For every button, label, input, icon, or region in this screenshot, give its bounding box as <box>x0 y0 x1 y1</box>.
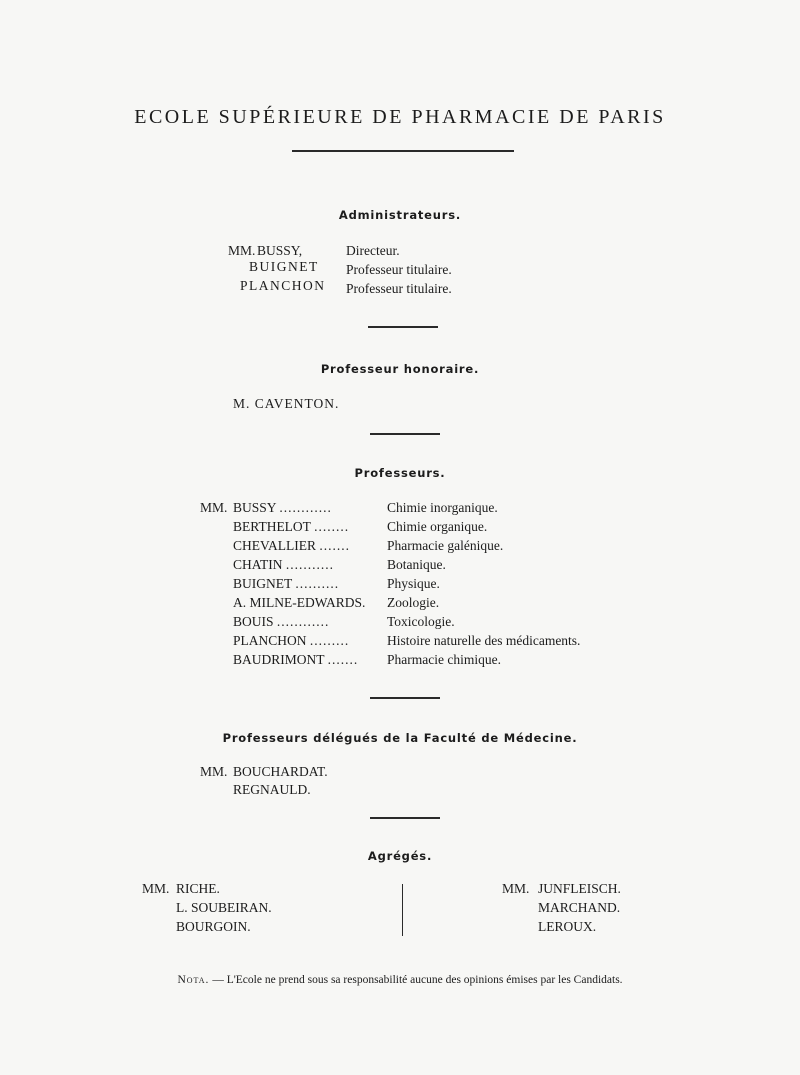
professor-name: BERTHELOT <box>233 519 311 534</box>
professor-subject: Pharmacie chimique. <box>387 652 501 667</box>
agrege-name: JUNFLEISCH. <box>538 881 621 896</box>
professor-subject: Chimie organique. <box>387 519 488 534</box>
leader-dots: ............ <box>279 500 332 515</box>
professor-row <box>233 633 349 649</box>
leader-dots: ........ <box>314 519 350 534</box>
admin-name: BUSSY, <box>257 243 303 258</box>
section-rule <box>370 433 440 435</box>
agreges-heading: Agrégés. <box>367 849 433 863</box>
leader-dots: ......... <box>309 633 350 648</box>
professor-row <box>233 538 350 554</box>
professeurs-heading: Professeurs. <box>354 466 446 480</box>
nota-footnote <box>0 974 800 986</box>
professor-row <box>233 500 332 516</box>
professor-row <box>233 614 329 630</box>
professor-subject: Pharmacie galénique. <box>387 538 504 553</box>
agrege-name: L. SOUBEIRAN. <box>176 900 272 915</box>
agrege-name: MARCHAND. <box>538 900 621 915</box>
nota-text: — L'Ecole ne prend sous sa responsabilité aucune des opinions émises par les Candidats. <box>212 974 623 986</box>
professor-row <box>233 595 365 611</box>
administrateurs-prefix: MM. <box>228 243 256 258</box>
professor-subject: Zoologie. <box>387 595 440 610</box>
professor-name: PLANCHON <box>233 633 307 648</box>
professor-subject: Botanique. <box>387 557 446 572</box>
column-divider <box>402 884 403 936</box>
admin-role: Professeur titulaire. <box>346 262 452 277</box>
professor-row <box>233 519 349 535</box>
admin-name: BUIGNET <box>249 259 319 274</box>
agreges-left-prefix: MM. <box>142 881 170 896</box>
leader-dots: ............ <box>276 614 330 629</box>
leader-dots: ....... <box>319 538 350 553</box>
nota-label: Nota. <box>177 974 210 986</box>
agrege-name: LEROUX. <box>538 919 597 934</box>
delegues-prefix: MM. <box>200 764 228 779</box>
agrege-name: RICHE. <box>176 881 220 896</box>
professor-row <box>233 557 334 573</box>
professeurs-prefix: MM. <box>200 500 228 515</box>
professor-subject: Histoire naturelle des médicaments. <box>387 633 581 648</box>
agreges-right-prefix: MM. <box>502 881 530 896</box>
professor-subject: Physique. <box>387 576 440 591</box>
professor-row <box>233 576 339 592</box>
leader-dots: ....... <box>327 652 359 667</box>
honoraire-heading: Professeur honoraire. <box>320 362 480 376</box>
professor-subject: Chimie inorganique. <box>387 500 498 515</box>
leader-dots: ........... <box>285 557 334 572</box>
delegues-heading: Professeurs délégués de la Faculté de Médecine. <box>222 731 578 745</box>
administrateurs-heading: Administrateurs. <box>338 208 462 222</box>
page-title: ECOLE SUPÉRIEURE DE PHARMACIE DE PARIS <box>134 106 666 128</box>
section-rule <box>370 817 440 819</box>
professor-name: CHATIN <box>233 557 283 572</box>
title-rule <box>292 150 514 152</box>
section-rule <box>368 326 438 328</box>
honoraire-name: M. CAVENTON. <box>233 396 340 411</box>
admin-name: PLANCHON <box>240 278 326 293</box>
professor-row <box>233 652 358 668</box>
professor-name: BOUIS <box>233 614 274 629</box>
delegue-name: BOUCHARDAT. <box>233 764 328 779</box>
professor-name: BAUDRIMONT <box>233 652 325 667</box>
professor-name: CHEVALLIER <box>233 538 316 553</box>
delegue-name: REGNAULD. <box>233 782 311 797</box>
professor-name: BUSSY <box>233 500 277 515</box>
admin-role: Directeur. <box>346 243 400 258</box>
leader-dots: .......... <box>295 576 340 591</box>
professor-name: BUIGNET <box>233 576 292 591</box>
professor-subject: Toxicologie. <box>387 614 455 629</box>
admin-role: Professeur titulaire. <box>346 281 452 296</box>
professor-name: A. MILNE-EDWARDS. <box>233 595 366 610</box>
section-rule <box>370 697 440 699</box>
agrege-name: BOURGOIN. <box>176 919 251 934</box>
